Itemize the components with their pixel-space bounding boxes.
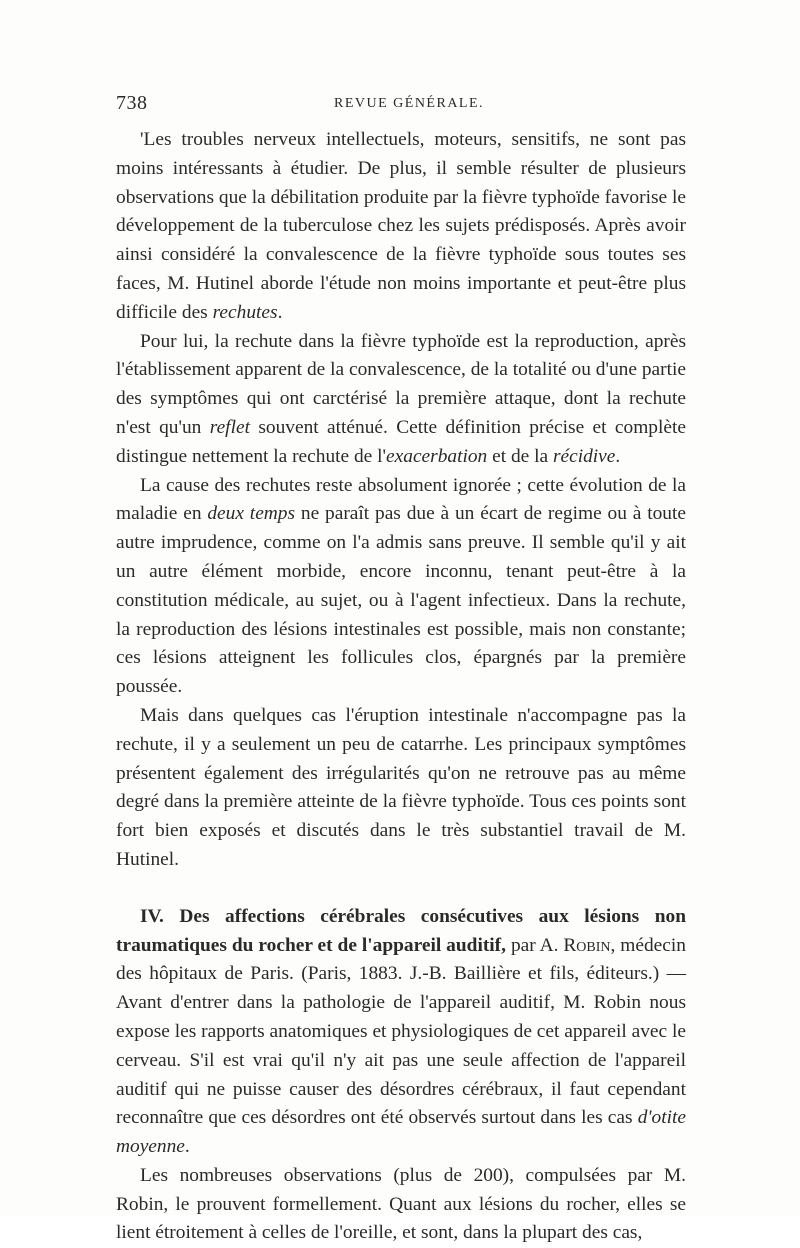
paragraph-rechute-definition: Pour lui, la rechute dans la fièvre typhoïde est la reproduction, après l'établissement apparent de la convalescence, de la totalité ou d'une partie des symptômes qui ont carctérisé la première attaque, dont la rechute n'est qu'un reflet souvent atténué. Cette définition précise et complète distingue nettement la rechute de l'exacerbation et de la récidive. bbox=[116, 330, 686, 467]
paragraph-rechute-cause: La cause des rechutes reste absolument ignorée ; cette évolution de la maladie en deux temps ne paraît pas due à un écart de regime ou à toute autre imprudence, comme on l'a admis sans preuve. Il semble qu'il y ait un autre élément morbide, encore inconnu, tenant peut-être à la constitution médicale, au sujet, ou à l'agent infectieux. Dans la rechute, la reproduction des lésions intestinales est possible, mais non constante; ces lésions atteignent les follicules clos, épargnés par la première poussée. bbox=[116, 474, 686, 698]
body-text bbox=[116, 126, 686, 1248]
italic-term-deux-temps: deux temps bbox=[207, 503, 296, 525]
italic-term-reflet: reflet bbox=[209, 416, 250, 438]
italic-term-exacerbation: exacerbation bbox=[386, 445, 488, 467]
running-head: REVUE GÉNÉRALE. bbox=[334, 96, 485, 111]
paragraph-observations: Les nombreuses observations (plus de 200), compulsées par M. Robin, le prouvent formellement. Quant aux lésions du rocher, elles se lient étroitement à celles de l'oreille, et sont, dans la plupart des cas, bbox=[116, 1164, 686, 1244]
section-iv-title: IV. Des affections cérébrales consécutives aux lésions non traumatiques du rocher et de l'appareil auditif, bbox=[116, 905, 686, 956]
italic-term-recidive: récidive bbox=[552, 445, 616, 467]
paragraph-nervous-troubles: 'Les troubles nerveux intellectuels, moteurs, sensitifs, ne sont pas moins intéressants à étudier. De plus, il semble résulter de plusieurs observations que la débilitation produite par la fièvre typhoïde favorise le développement de la tuberculose chez les sujets prédisposés. Après avoir ainsi considéré la convalescence de la fièvre typhoïde sous toutes ses faces, M. Hutinel aborde l'étude non moins importante et peut-être plus difficile des rechutes. bbox=[116, 129, 686, 323]
italic-term-otite-moyenne: d'otite moyenne bbox=[116, 1107, 686, 1158]
author-name: Robin bbox=[563, 934, 611, 956]
page-header bbox=[116, 92, 686, 122]
page-number: 738 bbox=[116, 92, 148, 114]
paragraph-eruption: Mais dans quelques cas l'éruption intestinale n'accompagne pas la rechute, il y a seulement un peu de catarrhe. Les principaux symptômes présentent également des irrégularités qu'on ne retrouve pas au même degré dans la première atteinte de la fièvre typhoïde. Tous ces points sont fort bien exposés et discutés dans le très substantiel travail de M. Hutinel. bbox=[116, 704, 686, 870]
italic-term-rechutes: rechutes bbox=[212, 301, 278, 323]
paragraph-section-iv: IV. Des affections cérébrales consécutives aux lésions non traumatiques du rocher et de l'appareil auditif, par A. Robin, médecin des hôpitaux de Paris. (Paris, 1883. J.-B. Baillière et fils, éditeurs.) — Avant d'entrer dans la pathologie de l'appareil auditif, M. Robin nous expose les rapports anatomiques et physiologiques de cet appareil avec le cerveau. S'il est vrai qu'il n'y ait pas une seule affection de l'appareil auditif qui ne puisse causer des désordres cérébraux, il faut cependant reconnaître que ces désordres ont été observés surtout dans les cas d'otite moyenne. bbox=[116, 905, 686, 1158]
